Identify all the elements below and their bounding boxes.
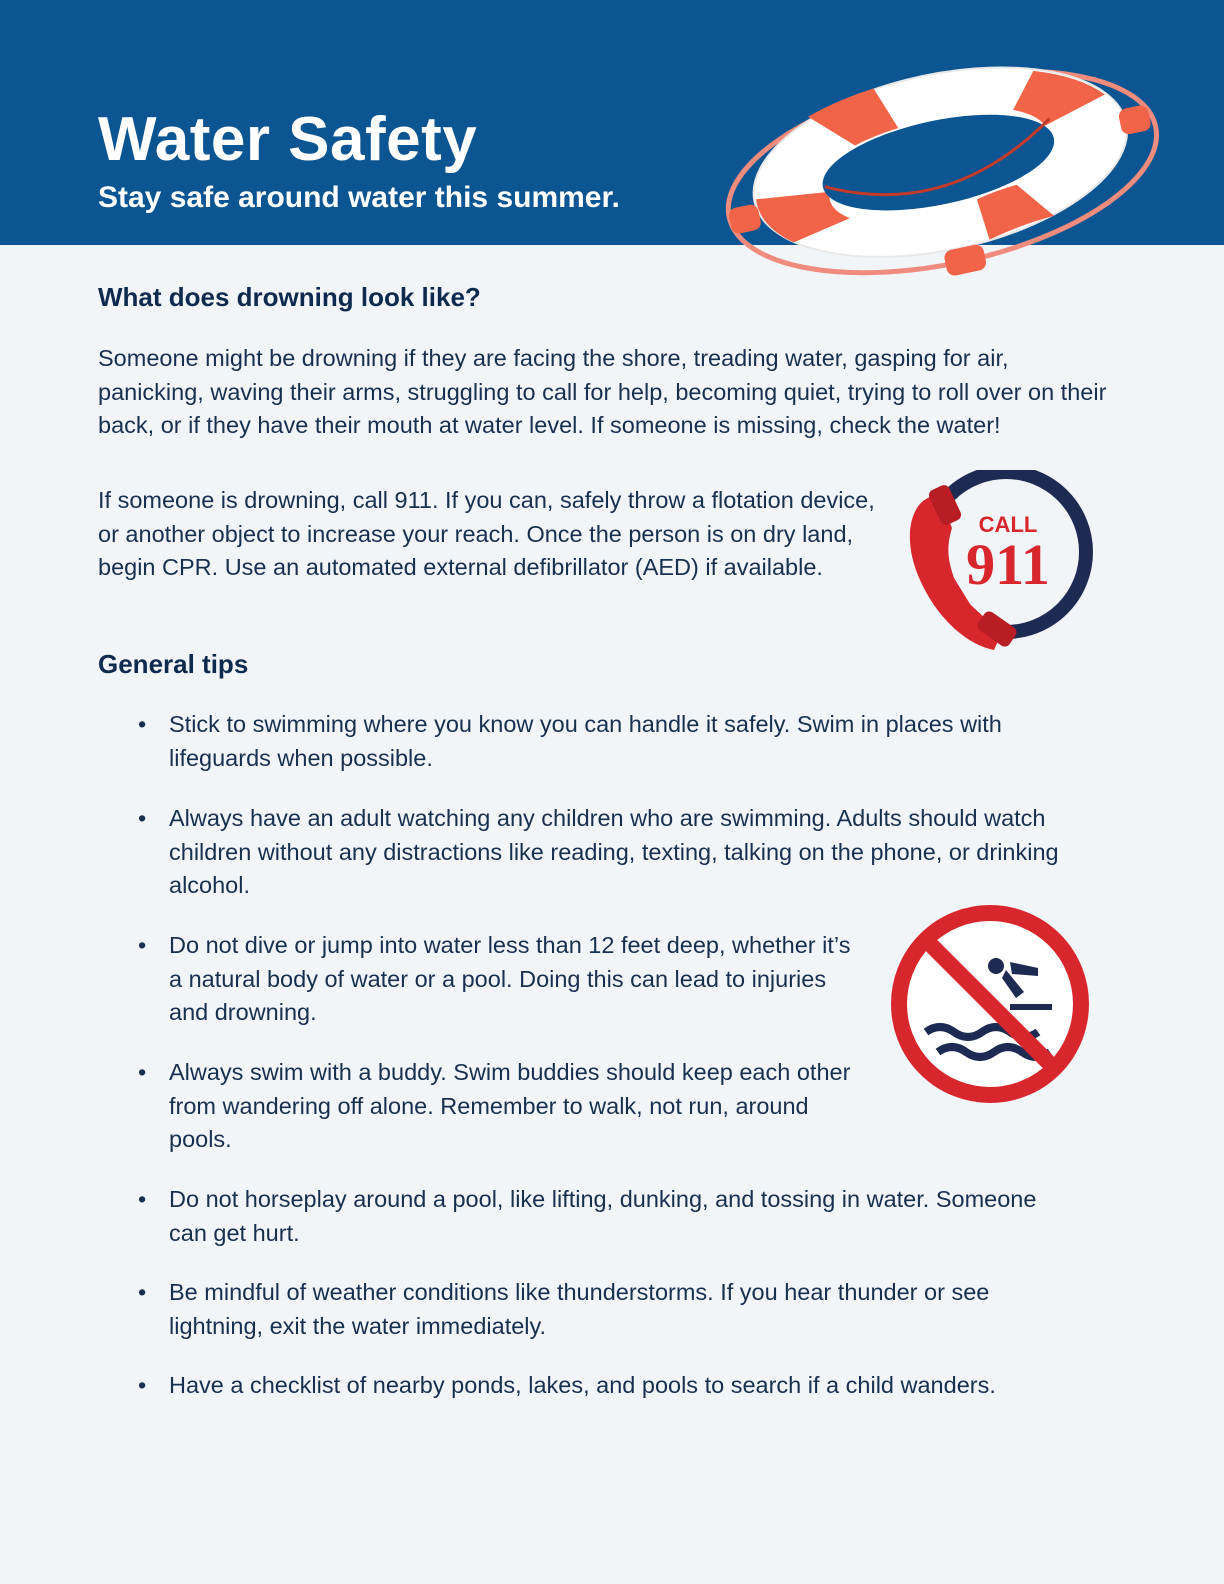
tip-text: Do not horseplay around a pool, like lifting, dunking, and tossing in water. Someone can get hurt.	[169, 1186, 1037, 1246]
no-diving-icon	[888, 902, 1092, 1106]
tip-text: Stick to swimming where you know you can handle it safely. Swim in places with lifeguards when possible.	[169, 711, 1002, 771]
tip-text: Be mindful of weather conditions like thunderstorms. If you hear thunder or see lightning, exit the water immediately.	[169, 1279, 990, 1339]
bullet: •	[138, 711, 147, 737]
call-text: CALL	[978, 512, 1038, 537]
bullet: •	[138, 1059, 147, 1085]
page-subtitle: Stay safe around water this summer.	[98, 181, 620, 214]
tip-text: Do not dive or jump into water less than 12 feet deep, whether it’s a natural body of water or a pool. Doing this can lead to injuries and drowning.	[169, 932, 851, 1025]
tip-text: Have a checklist of nearby ponds, lakes, and pools to search if a child wanders.	[169, 1372, 996, 1398]
tip-text: Always swim with a buddy. Swim buddies should keep each other from wandering off alone. Remember to walk, not run, around pools.	[169, 1059, 851, 1152]
tip-text: Always have an adult watching any children who are swimming. Adults should watch children without any distractions like reading, texting, talking on the phone, or drinking alcohol.	[169, 805, 1059, 898]
nine-one-one-text: 911	[966, 532, 1050, 597]
call-911-badge	[898, 470, 1098, 660]
bullet: •	[138, 1279, 147, 1305]
section-heading-drowning: What does drowning look like?	[98, 282, 481, 312]
bullet: •	[138, 1186, 147, 1212]
section-heading-tips: General tips	[98, 649, 249, 679]
life-ring-icon	[712, 50, 1172, 290]
bullet: •	[138, 1372, 147, 1398]
bullet: •	[138, 805, 147, 831]
drowning-signs-paragraph: Someone might be drowning if they are facing the shore, treading water, gasping for air, panicking, waving their arms, struggling to call for help, becoming quiet, trying to roll over on their back, or if they have their mouth at water level. If someone is missing, check the water!	[98, 345, 1107, 438]
bullet: •	[138, 932, 147, 958]
page-title: Water Safety	[98, 105, 478, 174]
drowning-response-paragraph: If someone is drowning, call 911. If you can, safely throw a flotation device, or another object to increase your reach. Once the person is on dry land, begin CPR. Use an automated external defibrillator (AED) if available.	[98, 487, 875, 580]
